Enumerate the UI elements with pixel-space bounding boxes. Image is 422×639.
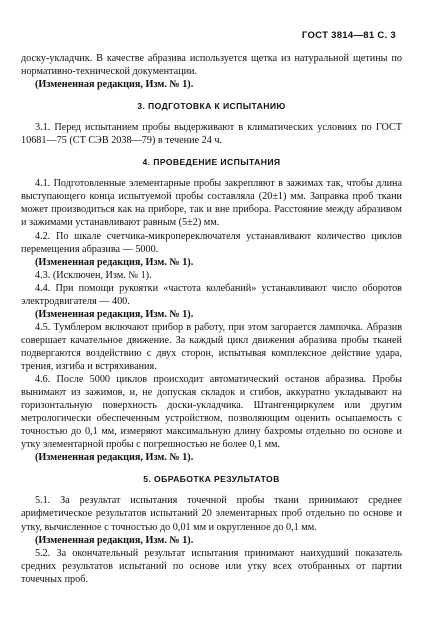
paragraph-4-2: 4.2. По шкале счетчика-микропереключателя устанавливают количество циклов перемещения абразива — 5000. [21, 230, 402, 255]
paragraph-5-1: 5.1. За результат испытания точечной пробы ткани принимают среднее арифметическое результатов испытаний 20 элементарных проб отдельно по основе и утку, вычисленное с точностью до 0,01 мм и округленное до 0,1 мм. [21, 495, 402, 533]
amendment-note: (Измененная редакция, Изм. № 1). [35, 452, 194, 464]
amendment-note: (Измененная редакция, Изм. № 1). [35, 534, 194, 546]
amendment-note: (Измененная редакция, Изм. № 1). [35, 256, 194, 268]
section-heading-3: 3. ПОДГОТОВКА К ИСПЫТАНИЮ [137, 101, 286, 112]
page-header: ГОСТ 3814—81 С. 3 [301, 30, 396, 41]
section-heading-5: 5. ОБРАБОТКА РЕЗУЛЬТАТОВ [143, 474, 280, 485]
section-heading-4: 4. ПРОВЕДЕНИЕ ИСПЫТАНИЯ [142, 157, 281, 168]
paragraph-3-1: 3.1. Перед испытанием пробы выдерживают в климатических условиях по ГОСТ 10681—75 (СТ СЭВ 2038—79) в течение 24 ч. [21, 122, 402, 147]
paragraph-continuation: доску-укладчик. В качестве абразива используется щетка из натуральной щетины по нормативно-технической документации. [21, 53, 402, 78]
paragraph-5-2: 5.2. За окончательный результат испытания принимают наихудший показатель средних результатов испытаний по основе или утку всех отобранных от партии точечных проб. [21, 547, 402, 585]
paragraph-4-1: 4.1. Подготовленные элементарные пробы закрепляют в зажимах так, чтобы длина выступающего конца испытуемой пробы составляла (20±1) мм. Заправка проб ткани может производиться как на приборе, так и вне прибора. Расстояние между абразивом и зажимами устанавливают равным (5±2) мм. [21, 178, 402, 229]
document-body [21, 52, 402, 586]
paragraph-4-6: 4.6. После 5000 циклов происходит автоматический останов абразива. Пробы вынимают из зажимов, и, не допуская складок и сгибов, аккуратно укладывают на горизонтальную поверхность доски-укладчика. Штангенциркулем или другим метрологически обеспеченным устройством, позволяющим оценить осыпаемость с точностью до 0,1 мм, измеряют максимальную длину бахромы отдельно по основе и утку элементарной пробы с погрешностью не более 0,1 мм. [21, 374, 402, 451]
paragraph-4-3: 4.3. (Исключен, Изм. № 1). [35, 269, 152, 281]
paragraph-4-4: 4.4. При помощи рукоятки «частота колебаний» устанавливают число оборотов электродвигателя — 400. [21, 282, 402, 307]
amendment-note: (Измененная редакция, Изм. № 1). [35, 79, 194, 91]
paragraph-4-5: 4.5. Тумблером включают прибор в работу, при этом загорается лампочка. Абразив совершает качательное движение. За каждый цикл движения абразива пробы тканей подвергаются воздействию с двух сторон, испытывая комплексное действие удара, трения, изгиба и встряхивания. [21, 321, 402, 372]
amendment-note: (Измененная редакция, Изм. № 1). [35, 308, 194, 320]
